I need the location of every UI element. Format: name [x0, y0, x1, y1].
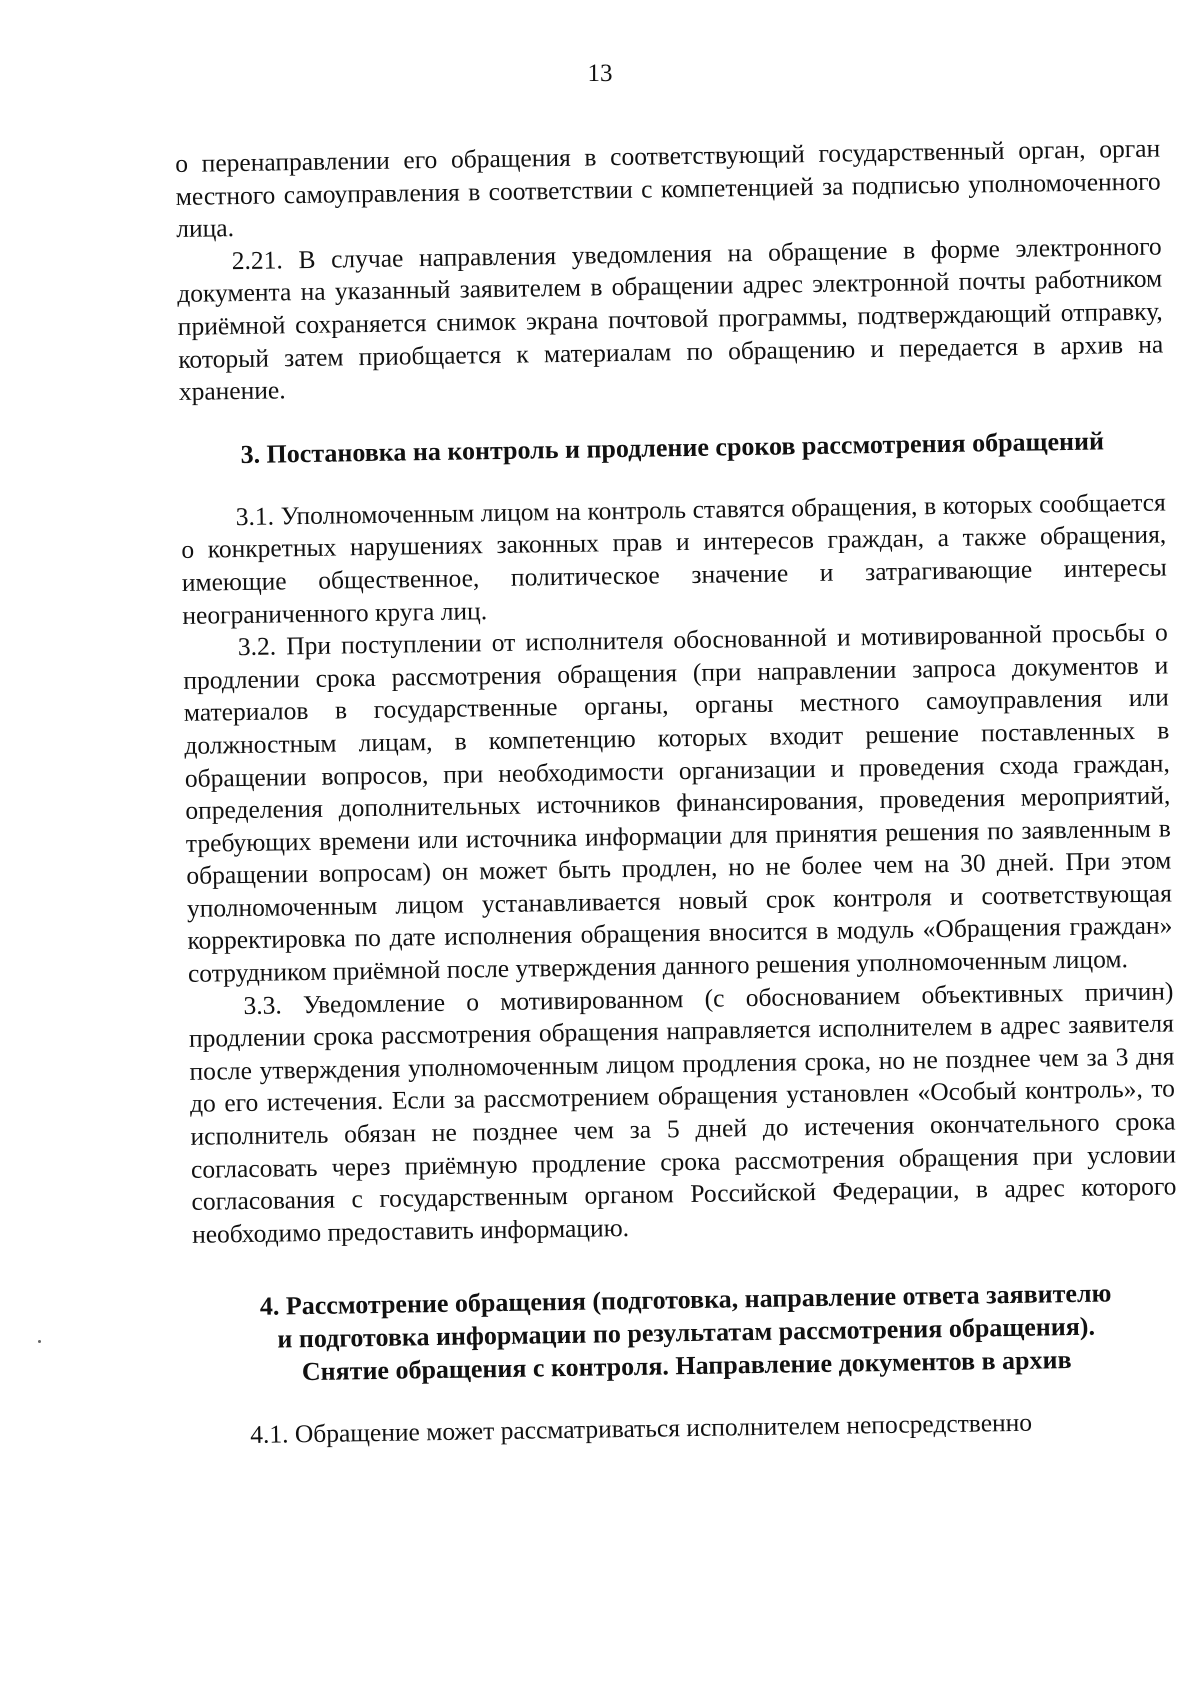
section-heading-4-line-3: Снятие обращения с контроля. Направление документов в архив — [301, 1345, 1072, 1387]
paragraph-2-21: 2.21. В случае направления уведомления на обращение в форме электронного документа на указанный заявителем в обращении адрес электронной почты работником приёмной сохраняется снимок экрана почтовой программы, подтверждающий отправку, который затем приобщается к материалам по обращению и передается в архив на хранение. — [177, 231, 1164, 407]
section-heading-4-line-1: 4. Рассмотрение обращения (подготовка, направление ответа заявителю — [259, 1278, 1112, 1322]
paragraph-continuation: о перенаправлении его обращения в соответствующий государственный орган, орган местного самоуправления в соответствии с компетенцией за подписью уполномоченного лица. — [175, 133, 1161, 244]
scan-artifact-dot — [38, 1340, 41, 1343]
section-heading-4-line-2: и подготовка информации по результатам рассмотрения обращения). — [277, 1312, 1096, 1354]
paragraph-3-3: 3.3. Уведомление о мотивированном (с обоснованием объективных причин) продлении срока рассмотрения обращения направляется исполнителем в адрес заявителя после утверждения уполномоченным лицом продления срока, но не позднее чем за 3 дня до его истечения. Если за рассмотрением обращения установлен «Особый контроль», то исполнитель обязан не позднее чем за 5 дней до истечения окончательного срока согласовать через приёмную продление срока рассмотрения обращения при условии согласования с государственным органом Российской Федерации, в адрес которого необходимо предоставить информацию. — [188, 976, 1177, 1249]
paragraph-3-1: 3.1. Уполномоченным лицом на контроль ставятся обращения, в которых сообщается о конкретных нарушениях законных прав и интересов граждан, а также обращения, имеющие общественное, политическое значение и затрагивающие интересы неограниченного круга лиц. — [181, 487, 1167, 630]
section-heading-4 — [193, 1276, 1179, 1390]
paragraph-4-1: 4.1. Обращение может рассматриваться исполнителем непосредственно — [249, 1408, 1033, 1450]
page-number: 13 — [587, 60, 613, 87]
paragraph-3-2: 3.2. При поступлении от исполнителя обоснованной и мотивированной просьбы о продлении срока рассмотрения обращения (при направлении запроса документов и материалов в государственные органы, органы местного самоуправления или должностным лицам, в компетенцию которых входит решение поставленных в обращении вопросов, при необходимости организации и проведения схода граждан, определения дополнительных источников финансирования, проведения мероприятий, требующих времени или источника информации для принятия решения по заявленным в обращении вопросам) он может быть продлен, но не более чем на 30 дней. При этом уполномоченным лицом устанавливается новый срок контроля и соответствующая корректировка по дате исполнения обращения вносится в модуль «Обращения граждан» сотрудником приёмной после утверждения данного решения уполномоченным лицом. — [183, 617, 1173, 988]
document-body — [175, 133, 1180, 1453]
section-heading-3: 3. Постановка на контроль и продление сроков рассмотрения обращений — [240, 426, 1105, 469]
